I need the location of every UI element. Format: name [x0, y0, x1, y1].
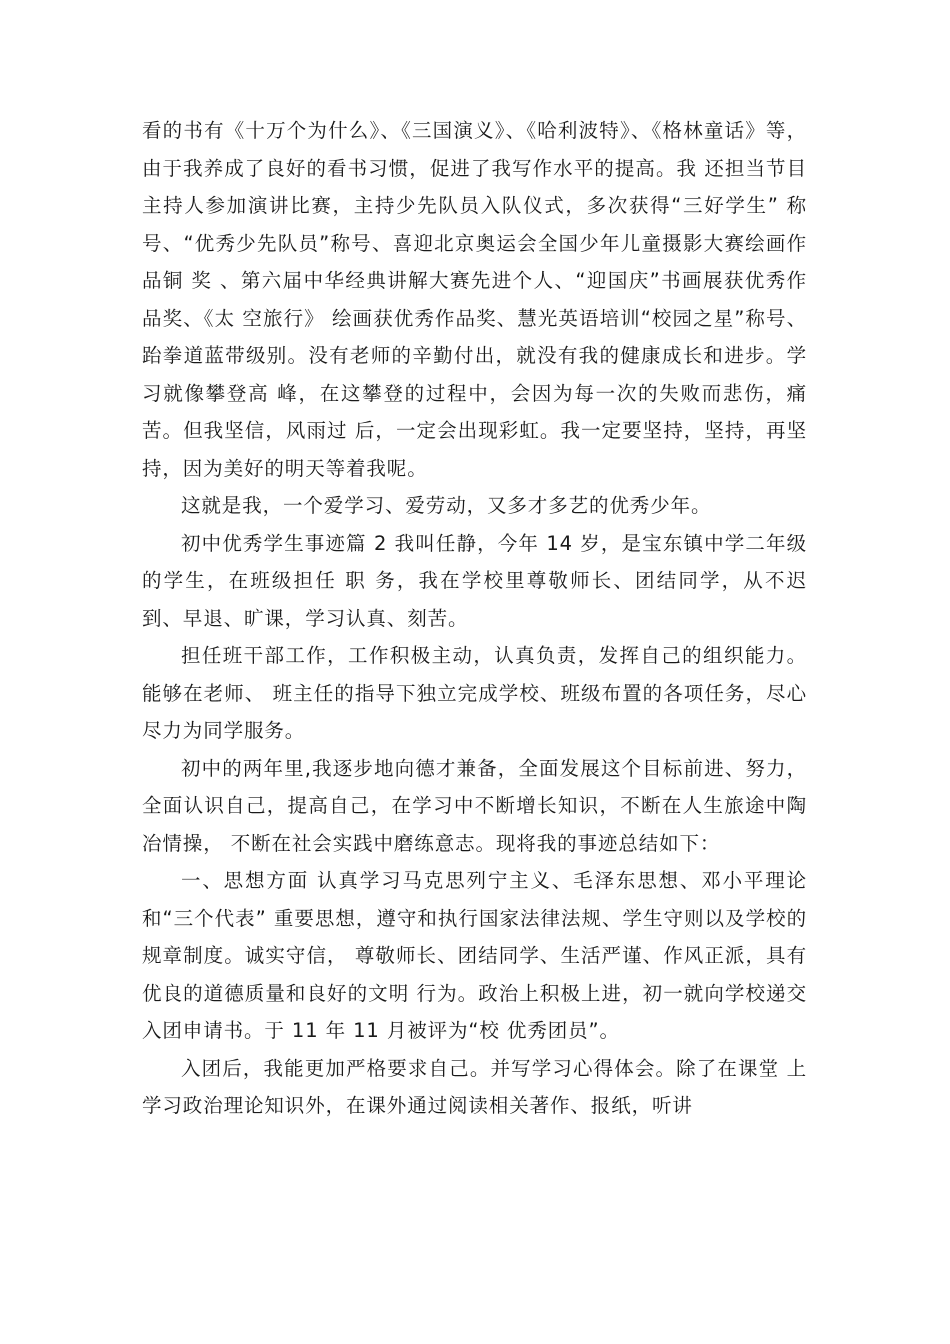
- paragraph-6: 一、思想方面 认真学习马克思列宁主义、毛泽东思想、邓小平理论和“三个代表” 重要思想，遵守和执行国家法律法规、学生守则以及学校的规章制度。诚实守信， 尊敬师长、团结同学、生活严谨、作风正派，具有优良的道德质量和良好的文明 行为。政治上积极上进，初一就向学校递交入团申请书。于 11 年 11 月被评为“校 优秀团员”。: [142, 869, 807, 1042]
- paragraph-5: 初中的两年里,我逐步地向德才兼备，全面发展这个目标前进、努力， 全面认识自己，提高自己，在学习中不断增长知识，不断在人生旅途中陶冶情操， 不断在社会实践中磨练意志。现将我的事迹总结如下：: [142, 756, 807, 855]
- paragraph-1: 看的书有《十万个为什么》、《三国演义》、《哈利波特》、《格林童话》等，由于我养成了良好的看书习惯，促进了我写作水平的提高。我 还担当节目主持人参加演讲比赛，主持少先队员入队仪式，多次获得“三好学生” 称号、“优秀少先队员”称号、喜迎北京奥运会全国少年儿童摄影大赛绘画作品铜 奖 、第六届中华经典讲解大赛先进个人、“迎国庆”书画展获优秀作品奖、《太 空旅行》 绘画获优秀作品奖、慧光英语培训“校园之星”称号、跆拳道蓝带级别。没有老师的辛勤付出，就没有我的健康成长和进步。学习就像攀登高 峰，在这攀登的过程中，会因为每一次的失败而悲伤，痛苦。但我坚信，风雨过 后，一定会出现彩虹。我一定要坚持，坚持，再坚持，因为美好的明天等着我呢。: [142, 119, 807, 480]
- paragraph-7: 入团后，我能更加严格要求自己。并写学习心得体会。除了在课堂 上学习政治理论知识外，在课外通过阅读相关著作、报纸，听讲: [142, 1056, 807, 1117]
- paragraph-3: 初中优秀学生事迹篇 2 我叫任静，今年 14 岁，是宝东镇中学二年级的学生，在班级担任 职 务，我在学校里尊敬师长、团结同学，从不迟到、早退、旷课，学习认真、刻苦。: [142, 531, 807, 630]
- document-body: [142, 112, 807, 1125]
- paragraph-2: 这就是我，一个爱学习、爱劳动，又多才多艺的优秀少年。: [181, 494, 712, 517]
- paragraph-4: 担任班干部工作，工作积极主动，认真负责，发挥自己的组织能力。能够在老师、 班主任的指导下独立完成学校、班级布置的各项任务，尽心尽力为同学服务。: [142, 644, 807, 742]
